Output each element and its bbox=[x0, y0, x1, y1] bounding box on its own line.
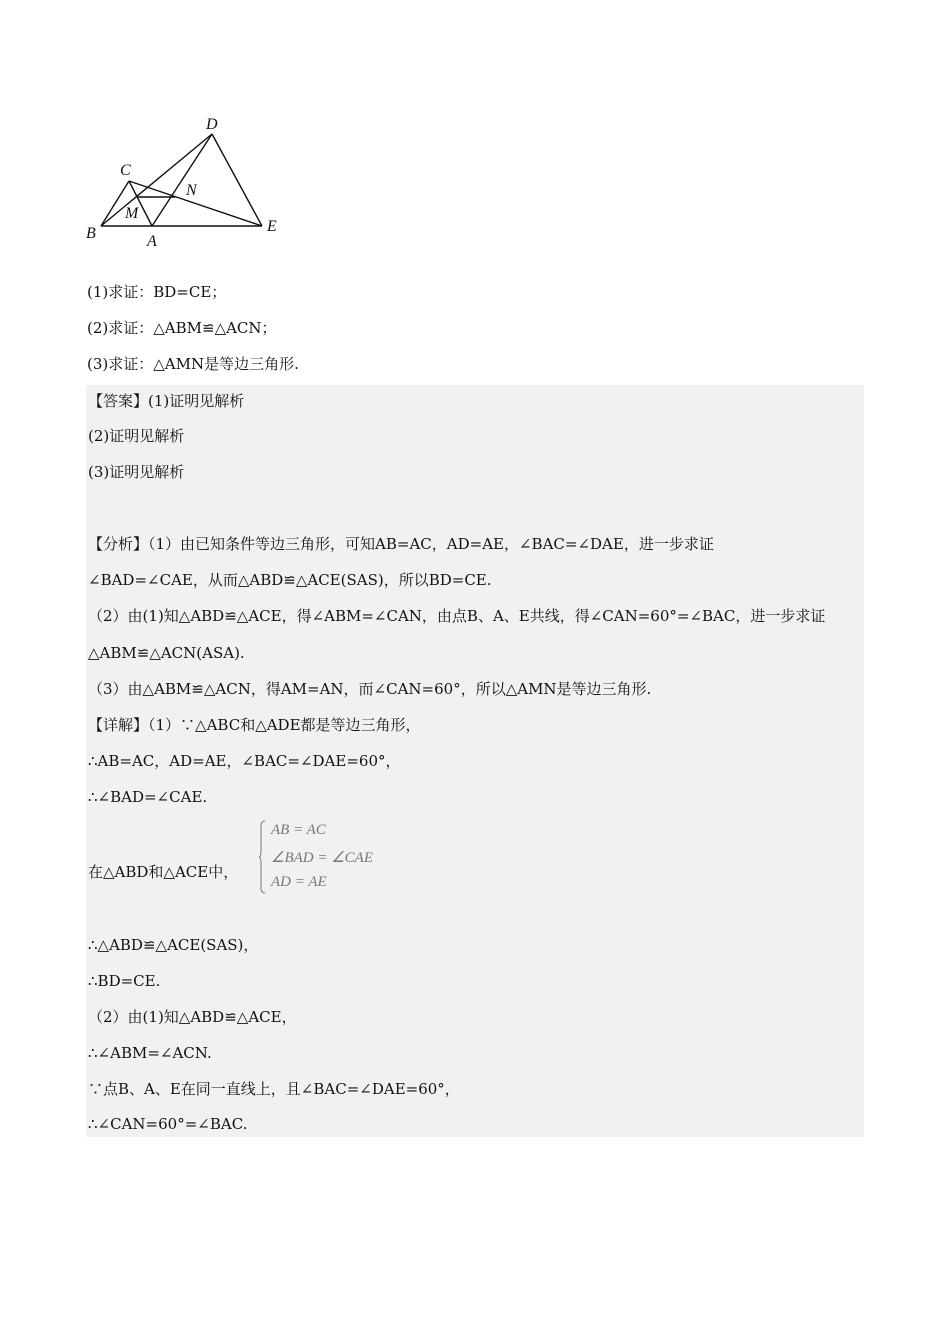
answer-line-1: 【答案】(1)证明见解析 bbox=[88, 392, 245, 410]
detail-line-7: ∴∠ABM=∠ACN. bbox=[88, 1044, 212, 1062]
question-3: (3)求证：△AMN是等边三角形. bbox=[87, 355, 299, 373]
system-prefix: 在△ABD和△ACE中， bbox=[88, 863, 239, 881]
point-label-n: N bbox=[186, 182, 197, 199]
analysis-line-3: （2）由(1)知△ABD≌△ACE，得∠ABM=∠CAN，由点B、A、E共线，得∠CAN=60°=∠BAC，进一步求证 bbox=[88, 607, 826, 625]
system-row-2: ∠BAD = ∠CAE bbox=[271, 850, 374, 866]
solution-panel bbox=[86, 385, 864, 1137]
analysis-line-2: ∠BAD=∠CAE，从而△ABD≌△ACE(SAS)，所以BD=CE. bbox=[88, 571, 492, 589]
triangle-diagram bbox=[80, 110, 300, 255]
point-label-d: D bbox=[206, 116, 218, 133]
left-brace-icon bbox=[259, 820, 266, 894]
answer-line-2: (2)证明见解析 bbox=[88, 427, 185, 445]
analysis-line-1: 【分析】（1）由已知条件等边三角形，可知AB=AC，AD=AE，∠BAC=∠DAE，进一步求证 bbox=[88, 535, 714, 553]
geometry-figure bbox=[80, 110, 300, 255]
detail-line-5: ∴BD=CE. bbox=[88, 972, 161, 990]
question-2: (2)求证：△ABM≌△ACN； bbox=[87, 319, 277, 337]
point-label-e: E bbox=[267, 218, 277, 235]
system-row-3: AD = AE bbox=[271, 874, 327, 890]
detail-line-2: ∴AB=AC，AD=AE，∠BAC=∠DAE=60°， bbox=[88, 752, 401, 770]
answer-line-3: (3)证明见解析 bbox=[88, 463, 185, 481]
point-label-b: B bbox=[86, 225, 96, 242]
detail-line-1: 【详解】（1）∵△ABC和△ADE都是等边三角形， bbox=[88, 716, 421, 734]
equation-system bbox=[259, 820, 389, 896]
detail-line-3: ∴∠BAD=∠CAE. bbox=[88, 788, 208, 806]
detail-line-9: ∴∠CAN=60°=∠BAC. bbox=[88, 1115, 248, 1133]
system-row-1: AB = AC bbox=[271, 822, 326, 838]
detail-line-6: （2）由(1)知△ABD≌△ACE， bbox=[88, 1008, 297, 1026]
analysis-line-4: △ABM≌△ACN(ASA). bbox=[88, 644, 245, 662]
detail-line-4: ∴△ABD≌△ACE(SAS)， bbox=[88, 936, 259, 954]
detail-line-8: ∵点B、A、E在同一直线上，且∠BAC=∠DAE=60°， bbox=[88, 1080, 460, 1098]
analysis-line-5: （3）由△ABM≌△ACN，得AM=AN，而∠CAN=60°，所以△AMN是等边三角形. bbox=[88, 680, 652, 698]
point-label-a: A bbox=[147, 233, 157, 250]
question-1: (1)求证：BD=CE； bbox=[87, 283, 227, 301]
point-label-c: C bbox=[120, 162, 131, 179]
point-label-m: M bbox=[125, 205, 139, 222]
